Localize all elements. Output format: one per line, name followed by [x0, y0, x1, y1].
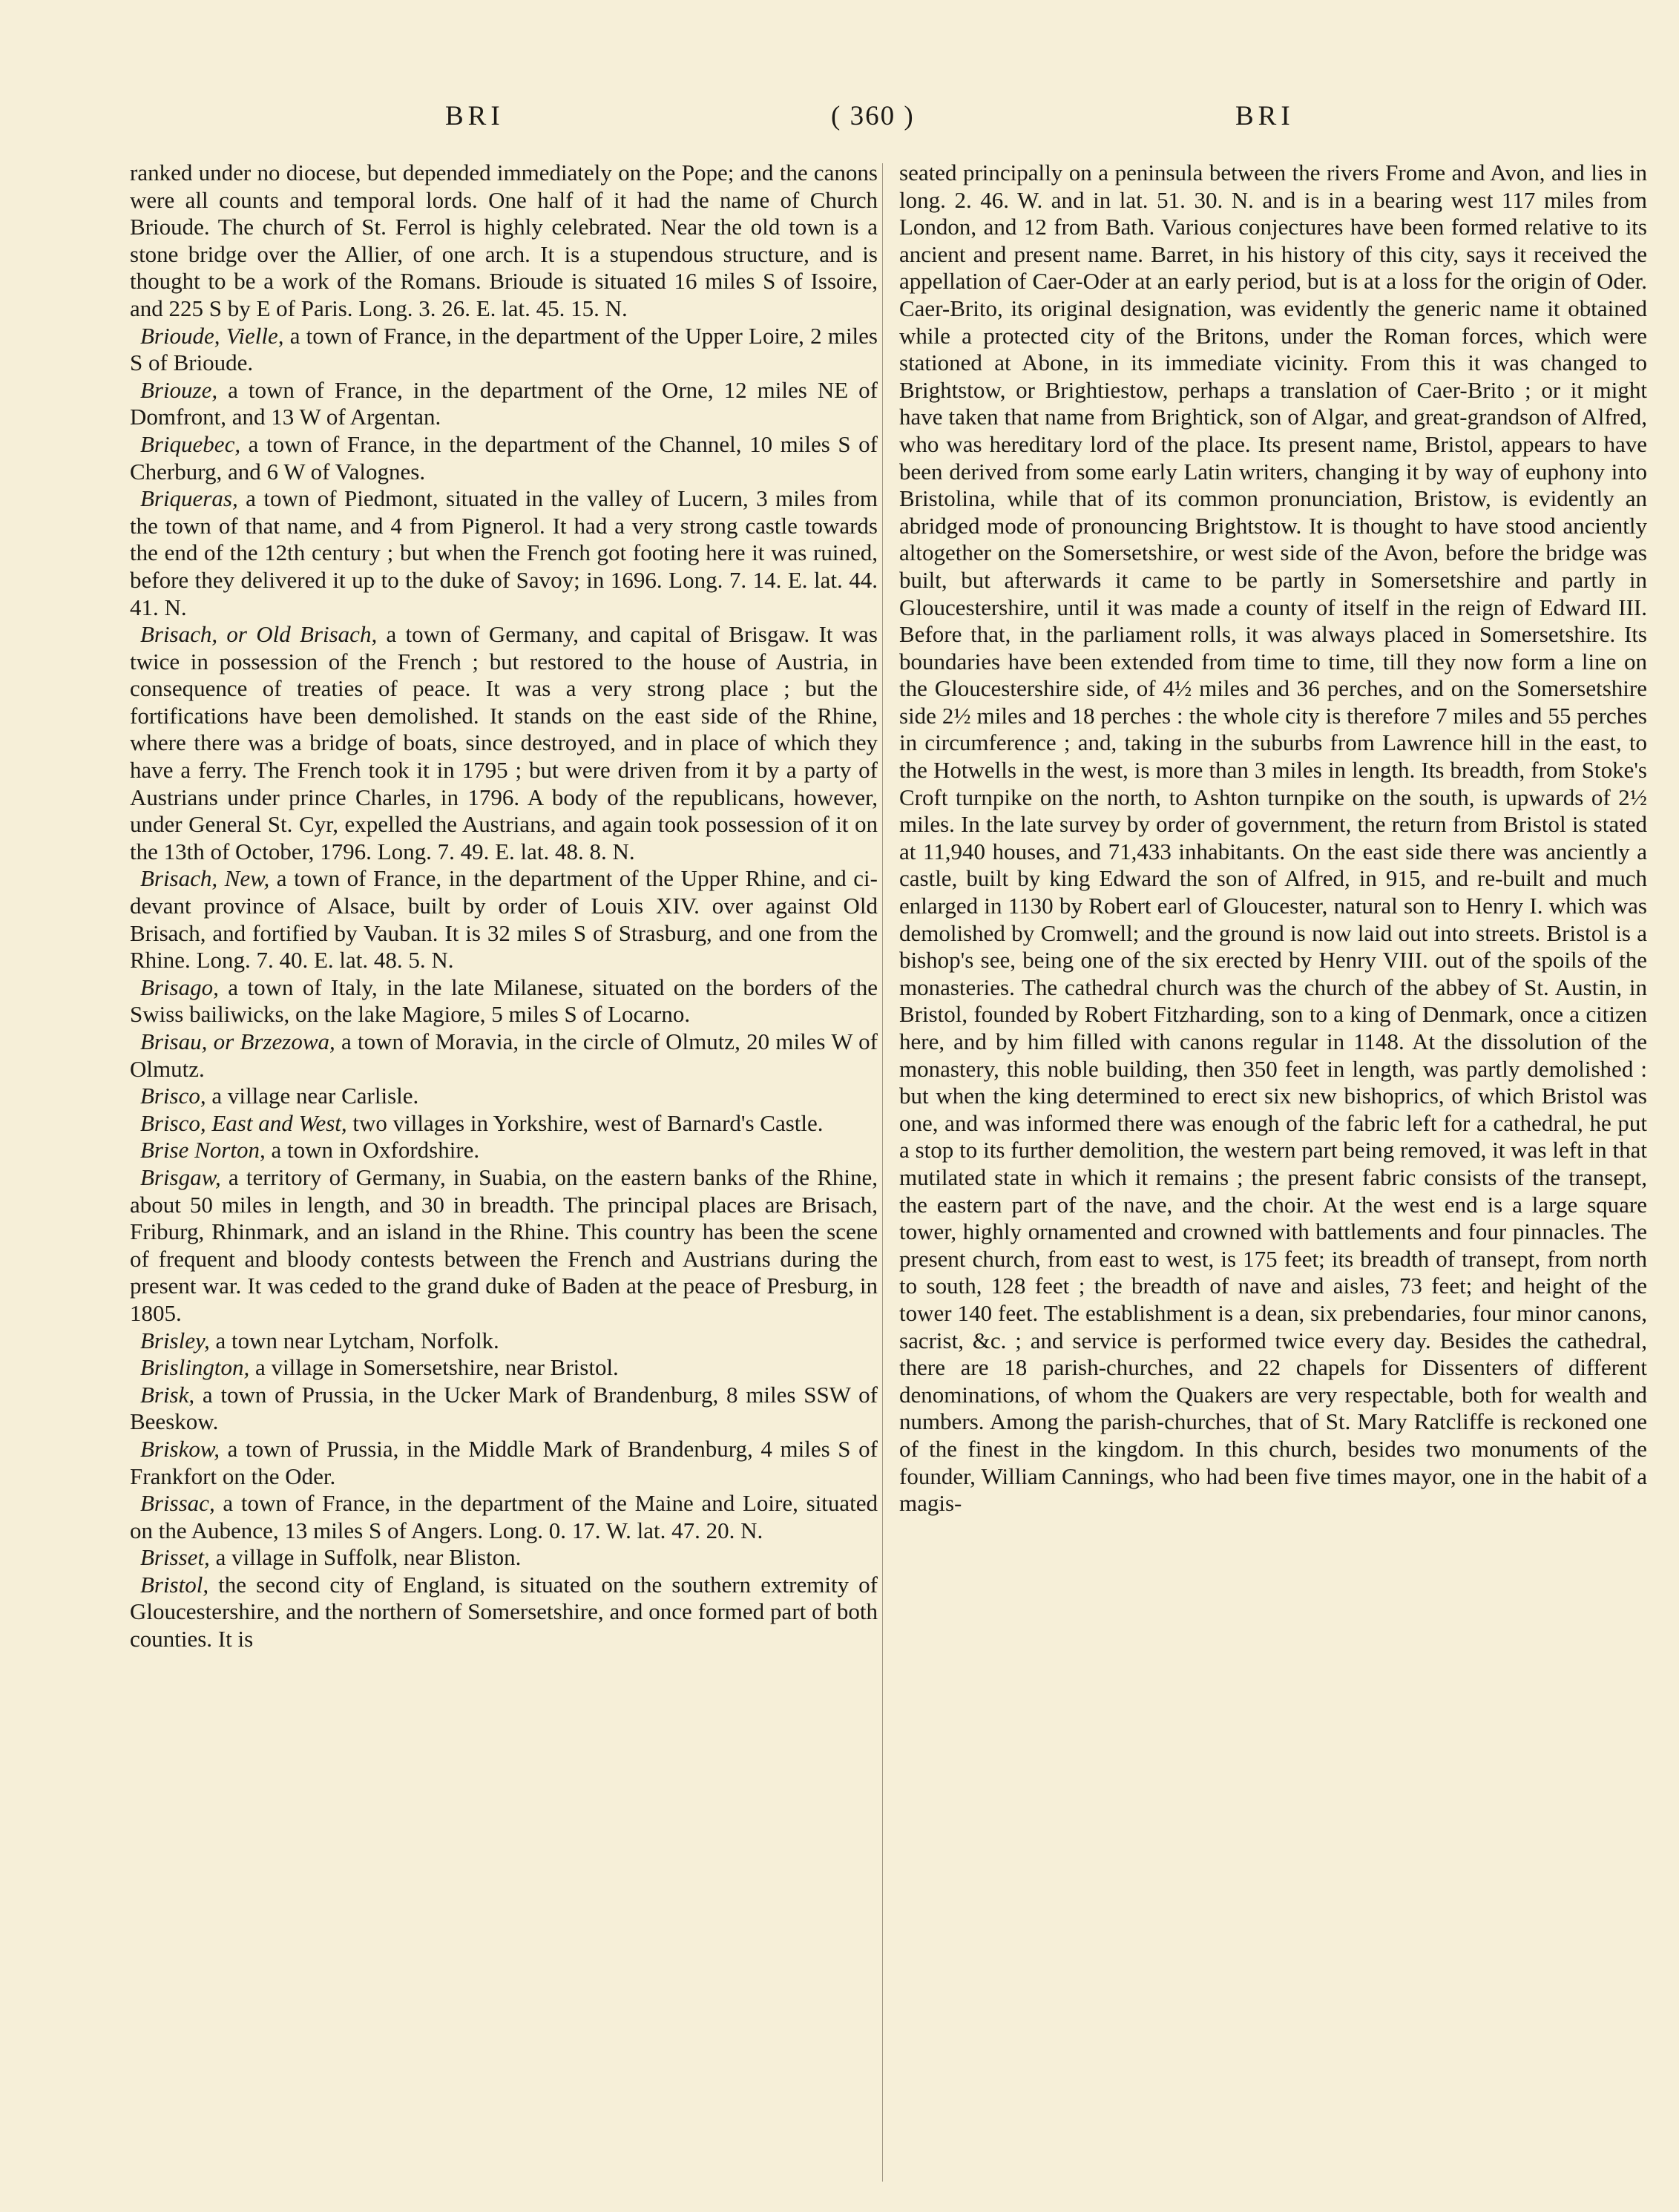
entry-bristol-continued: seated principally on a peninsula between the rivers Frome and Avon, and lies in long. 2. 46. W. and in lat. 51. 30. N. and is in a bearing west 117 miles from London, and 12 from Bath. Various conjectures have been formed relative to its ancient and present name. Barret, in his history of this city, says it received the appellation of Caer-Oder at an early period, but is at a loss for the origin of Oder. Caer-Brito, its original designation, was evidently the generic name it obtained while a protected city of the Britons, under the Roman forces, which were stationed at Abone, in its immediate vicinity. From this it was changed to Brightstow, or Brightiestow, perhaps a translation of Caer-Brito ; or it might have taken that name from Brightick, son of Algar, and great-grandson of Alfred, who was hereditary lord of the place. Its present name, Bristol, appears to have been derived from some early Latin writers, changing it by way of euphony into Bristolina, while that of its common pronunciation, Bristow, is evidently an abridged mode of pronouncing Brightstow. It is thought to have stood anciently altogether on the Somersetshire, or west side of the Avon, before the bridge was built, but afterwards it came to be partly in Somersetshire and partly in Gloucestershire, until it was made a county of itself in the reign of Edward III. Before that, in the parliament rolls, it was always placed in Somersetshire. Its boundaries have been extended from time to time, till they now form a line on the Gloucestershire side, of 4½ miles and 36 perches, and on the Somersetshire side 2½ miles and 18 perches : the whole city is therefore 7 miles and 55 perches in circumference ; and, taking in the suburbs from Lawrence hill in the east, to the Hotwells in the west, is more than 3 miles in length. Its breadth, from Stoke's Croft turnpike on the north, to Ashton turnpike on the south, is upwards of 2½ miles. In the late survey by order of government, the return from Bristol is stated at 11,940 houses, and 71,433 inhabitants. On the east side there was anciently a castle, built by king Edward the son of Alfred, in 915, and re-built and much enlarged in 1130 by Robert earl of Gloucester, natural son to Henry I. which was demolished by Cromwell; and the ground is now laid out into streets. Bristol is a bishop's see, being one of the six erected by Henry VIII. out of the spoils of the monasteries. The cathedral church was the church of the abbey of St. Austin, in Bristol, founded by Robert Fitzharding, son to a king of Denmark, once a citizen here, and by him filled with canons regular in 1148. At the dissolution of the monastery, this noble building, then 350 feet in length, was partly demolished : but when the king determined to erect six new bishoprics, of which Bristol was one, and was informed there was enough of the fabric left for a cathedral, he put a stop to its further demolition, the western part being removed, it was left in that mutilated state in which it remains ; the present fabric consists of the transept, the eastern part of the nave, and the choir. At the west end is a large square tower, highly ornamented and crowned with battlements and four pinnacles. The present church, from east to west, is 175 feet; its breadth of transept, from north to south, 128 feet ; the breadth of nave and aisles, 73 feet; and height of the tower 140 feet. The establishment is a dean, six prebendaries, four minor canons, sacrist, &c. ; and service is performed twice every day. Besides the cathedral, there are 18 parish-churches, and 22 chapels for Dissenters of different denominations, of whom the Quakers are very respectable, both for wealth and numbers. Among the parish-churches, that of St. Mary Ratcliffe is reckoned one of the finest in the kingdom. In this church, besides two monuments of the founder, William Cannings, who had been five times mayor, one in the habit of a magis- [899, 160, 1647, 1517]
entry-headword: Brisgaw, [139, 1164, 221, 1190]
entry-brisach-new: Brisach, New, a town of France, in the department of the Upper Rhine, and ci-devant province of Alsace, built by order of Louis XIV. over against Old Brisach, and fortified by Vauban. It is 32 miles S of Strasburg, and one from the Rhine. Long. 7. 40. E. lat. 48. 5. N. [130, 865, 878, 974]
column-divider [882, 163, 883, 2182]
header-right-guideword: BRI [1235, 101, 1295, 131]
entry-headword: Briouze, [139, 376, 218, 403]
entry-brioude-vielle: Brioude, Vielle, a town of France, in the department of the Upper Loire, 2 miles S of Brioude. [130, 322, 878, 376]
entry-headword: Brisco, [139, 1083, 206, 1109]
entry-headword: Brisk, [139, 1381, 195, 1408]
entry-brisgaw: Brisgaw, a territory of Germany, in Suabia, on the eastern banks of the Rhine, about 50 miles in length, and 30 in breadth. The principal places are Brisach, Friburg, Rhinmark, and an island in the Rhine. This country has been the scene of frequent and bloody contests between the French and Austrians during the present war. It was ceded to the grand duke of Baden at the peace of Presburg, in 1805. [130, 1164, 878, 1326]
entry-headword: Brise Norton, [139, 1137, 266, 1164]
left-column [130, 160, 878, 2193]
entry-brisago: Brisago, a town of Italy, in the late Milanese, situated on the borders of the Swiss bailiwicks, on the lake Magiore, 5 miles S of Locarno. [130, 974, 878, 1028]
entry-headword: Briqueras, [139, 485, 238, 512]
entry-headword: Briskow, [139, 1435, 220, 1462]
entry-headword: Brisach, New, [139, 865, 270, 892]
entry-bristol: Bristol, the second city of England, is situated on the southern extremity of Gloucestershire, and the northern of Somersetshire, and once formed part of both counties. It is [130, 1571, 878, 1653]
entry-headword: Brislington, [139, 1354, 250, 1381]
entry-headword: Brisley, [139, 1327, 210, 1353]
entry-headword: Brioude, Vielle, [139, 322, 284, 349]
entry-briskow: Briskow, a town of Prussia, in the Middle Mark of Brandenburg, 4 miles S of Frankfort on the Oder. [130, 1435, 878, 1489]
entry-brisk: Brisk, a town of Prussia, in the Ucker Mark of Brandenburg, 8 miles SSW of Beeskow. [130, 1381, 878, 1435]
right-column [899, 160, 1647, 2193]
entry-brisco-east-west: Brisco, East and West, two villages in Yorkshire, west of Barnard's Castle. [139, 1109, 824, 1136]
entry-headword: Brisau, or Brzezowa, [139, 1028, 335, 1054]
running-header [0, 100, 1679, 145]
entry-brise-norton: Brise Norton, a town in Oxfordshire. [139, 1137, 480, 1164]
entry-headword: Brisset, [139, 1544, 210, 1571]
page-number: ( 360 ) [831, 101, 915, 131]
entry-brisley: Brisley, a town near Lytcham, Norfolk. [139, 1327, 499, 1353]
entry-brisset: Brisset, a village in Suffolk, near Bliston. [139, 1544, 522, 1571]
entry-briqueras: Briqueras, a town of Piedmont, situated in the valley of Lucern, 3 miles from the town of that name, and 4 from Pignerol. It had a very strong castle towards the end of the 12th century ; but when the French got footing here it was ruined, before they delivered it up to the duke of Savoy; in 1696. Long. 7. 14. E. lat. 44. 41. N. [130, 485, 878, 620]
entry-brisach: Brisach, or Old Brisach, a town of Germany, and capital of Brisgaw. It was twice in possession of the French ; but restored to the house of Austria, in consequence of treaties of peace. It was a very strong place ; but the fortifications have been demolished. It stands on the east side of the Rhine, where there was a bridge of boats, since destroyed, and in place of which they have a ferry. The French took it in 1795 ; but were driven from it by a party of Austrians under prince Charles, in 1796. A body of the republicans, however, under General St. Cyr, expelled the Austrians, and again took possession of it on the 13th of October, 1796. Long. 7. 49. E. lat. 48. 8. N. [130, 621, 878, 864]
entry-headword: Brisco, East and West, [139, 1109, 347, 1136]
entry-briouze: Briouze, a town of France, in the department of the Orne, 12 miles NE of Domfront, and 13 W of Argentan. [130, 376, 878, 430]
entry-headword: Briquebec, [139, 430, 241, 457]
entry-brislington: Brislington, a village in Somersetshire, near Bristol. [139, 1354, 619, 1381]
entry-continuation: ranked under no diocese, but depended immediately on the Pope; and the canons were all counts and temporal lords. One half of it had the name of Church Brioude. The church of St. Ferrol is highly celebrated. Near the old town is a stone bridge over the Allier, of one arch. It is a stupendous structure, and is thought to be a work of the Romans. Brioude is situated 16 miles S of Issoire, and 225 S by E of Paris. Long. 3. 26. E. lat. 45. 15. N. [130, 160, 878, 321]
entry-brisco: Brisco, a village near Carlisle. [139, 1083, 419, 1109]
entry-briquebec: Briquebec, a town of France, in the department of the Channel, 10 miles S of Cherburg, and 6 W of Valognes. [130, 430, 878, 485]
header-left-guideword: BRI [445, 101, 505, 131]
entry-headword: Bristol, [139, 1571, 209, 1598]
entry-headword: Brisago, [139, 974, 219, 1000]
entry-headword: Brisach, or Old Brisach, [139, 621, 378, 648]
entry-headword: Brissac, [139, 1490, 215, 1517]
entry-brisau: Brisau, or Brzezowa, a town of Moravia, in the circle of Olmutz, 20 miles W of Olmutz. [130, 1028, 878, 1082]
entry-brissac: Brissac, a town of France, in the department of the Maine and Loire, situated on the Aubence, 13 miles S of Angers. Long. 0. 17. W. lat. 47. 20. N. [130, 1490, 878, 1543]
